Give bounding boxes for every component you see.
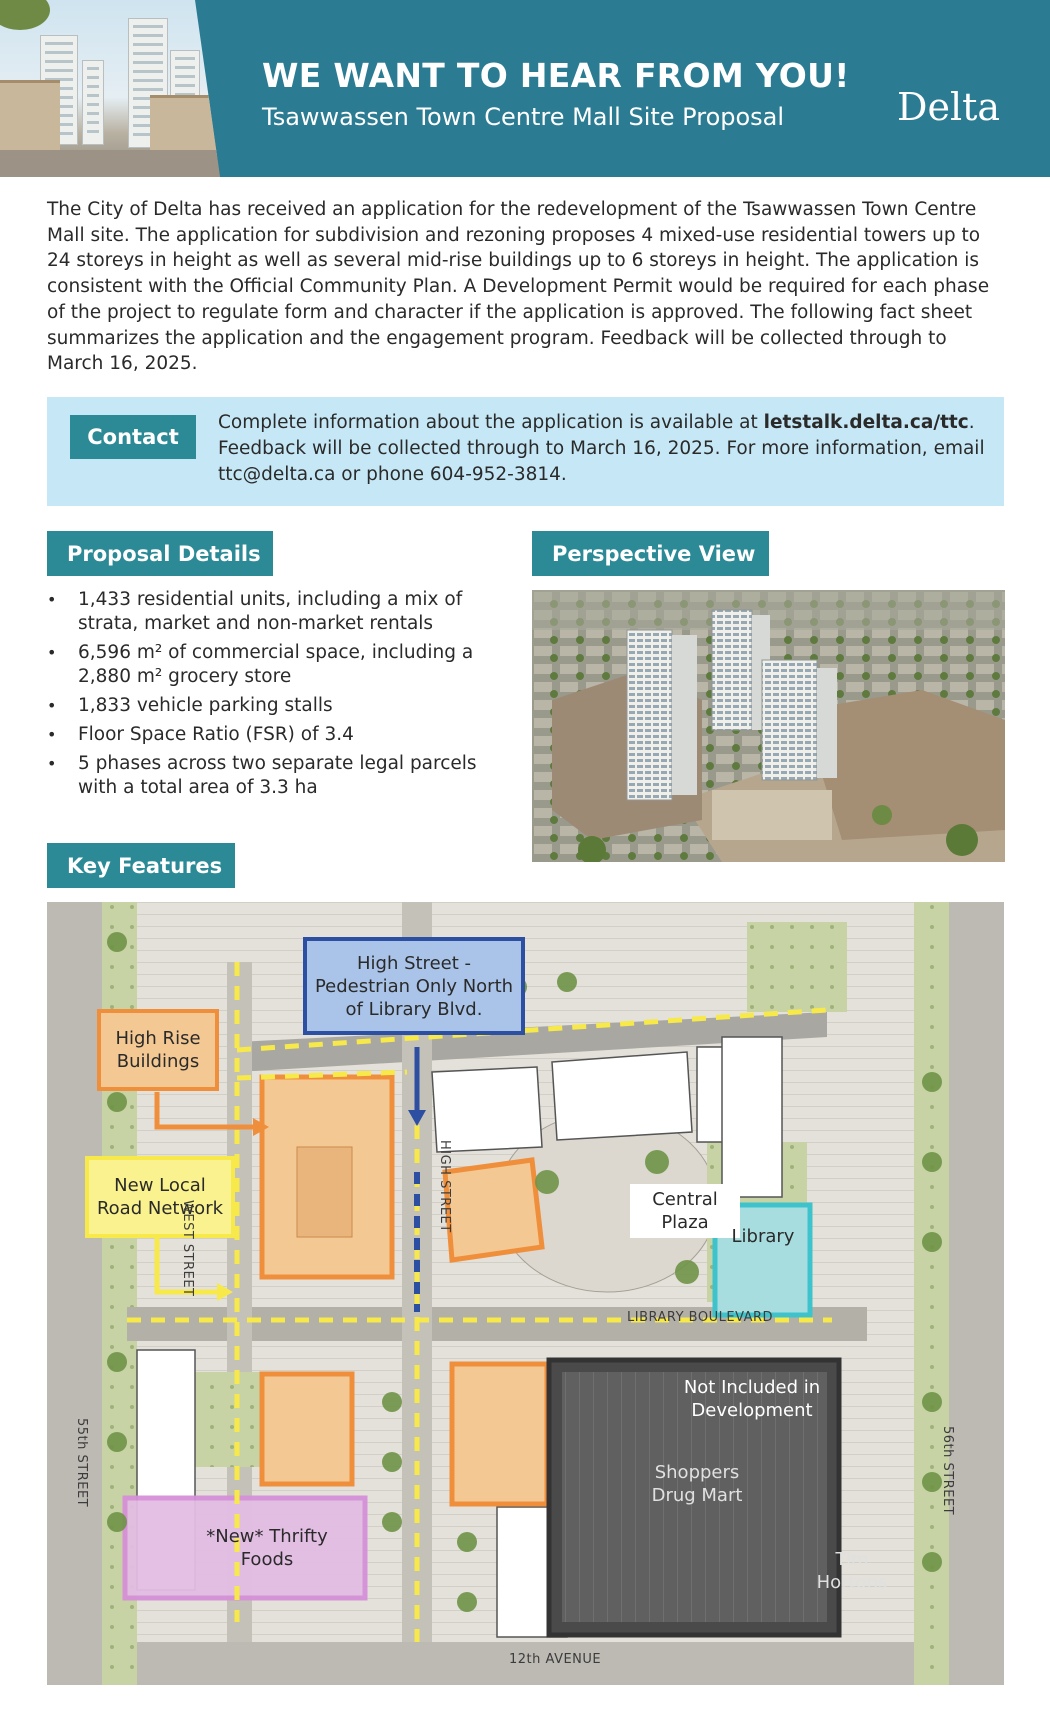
intro-paragraph: The City of Delta has received an application for the redevelopment of the Tsawwassen Town Centre Mall site. The application for subdivision and rezoning proposes 4 mixed-use residential towers up to 24 storeys in height as well as several mid-rise buildings up to 6 storeys in height. The application is consistent with the Official Community Plan. A Development Permit would be required for each phase of the project to regulate form and character if the application is approved. The following fact sheet summarizes the application and the engagement program. Feedback will be collected through to March 16, 2025. xyxy=(47,199,990,375)
shoppers-label: Shoppers Drug Mart xyxy=(651,1462,743,1506)
contact-label: Contact xyxy=(70,415,196,459)
list-item: • 6,596 m² of commercial space, including a 2,880 m² grocery store xyxy=(47,641,487,689)
delta-logo[interactable]: Delta xyxy=(897,85,1001,129)
contact-box xyxy=(47,397,1004,506)
list-item: • 1,833 vehicle parking stalls xyxy=(47,694,487,718)
site-plan-map xyxy=(47,902,1004,1685)
local-road-callout: New Local Road Network xyxy=(85,1156,235,1238)
west-street-label: WEST STREET xyxy=(180,1200,195,1297)
perspective-illustration xyxy=(532,590,1005,862)
header-banner xyxy=(0,0,1050,177)
thrifty-foods-label: *New* Thrifty Foods xyxy=(206,1526,328,1570)
high-street-callout: High Street - Pedestrian Only North of Library Blvd. xyxy=(303,937,525,1035)
high-rise-callout: High Rise Buildings xyxy=(97,1009,219,1091)
library-blvd-label: LIBRARY BOULEVARD xyxy=(627,1310,774,1325)
list-item: • 5 phases across two separate legal parcels with a total area of 3.3 ha xyxy=(47,752,487,800)
website-link[interactable]: letstalk.delta.ca/ttc xyxy=(763,412,969,433)
central-plaza-label: Central Plaza xyxy=(630,1184,740,1238)
12th-avenue-label: 12th AVENUE xyxy=(509,1652,602,1667)
page-subtitle: Tsawwassen Town Centre Mall Site Proposal xyxy=(262,103,785,131)
perspective-rendering-image xyxy=(532,590,1005,862)
high-street-label: HIGH STREET xyxy=(437,1140,452,1233)
tim-hortons-label: Tim Hortons xyxy=(816,1549,888,1593)
proposal-details-heading: Proposal Details xyxy=(47,531,273,576)
56th-street-label: 56th STREET xyxy=(940,1426,955,1516)
perspective-view-heading: Perspective View xyxy=(532,531,769,576)
list-item: • Floor Space Ratio (FSR) of 3.4 xyxy=(47,723,487,747)
key-features-heading: Key Features xyxy=(47,843,235,888)
page-title: WE WANT TO HEAR FROM YOU! xyxy=(262,56,850,95)
proposal-details-list xyxy=(47,588,487,805)
55th-street-label: 55th STREET xyxy=(74,1418,89,1508)
not-included-label: Not Included in Development xyxy=(683,1377,821,1421)
library-label: Library xyxy=(731,1225,795,1247)
header-rendering-image xyxy=(0,0,220,177)
list-item: • 1,433 residential units, including a mix of strata, market and non-market rentals xyxy=(47,588,487,636)
contact-text: Complete information about the application is available at letstalk.delta.ca/ttc. Feedback will be collected through to March 16, 2025. For more information, email ttc@delta.ca or phone 604-952-3814. xyxy=(218,412,985,485)
